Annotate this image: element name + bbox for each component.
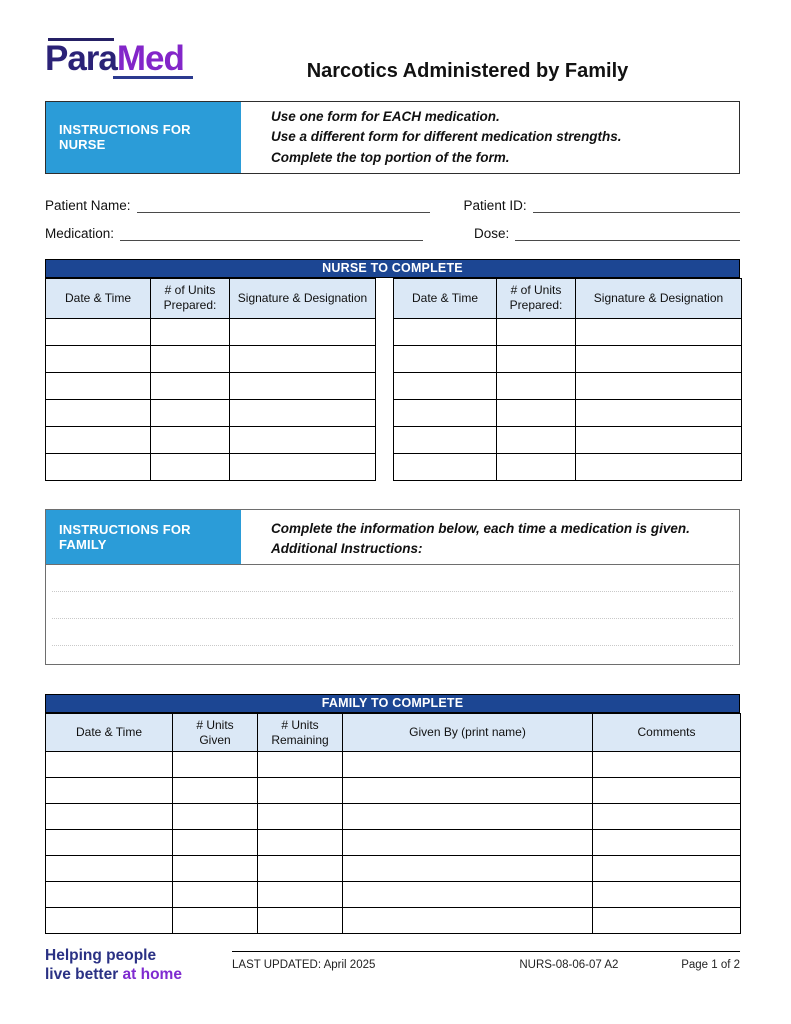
empty-cell[interactable] (46, 804, 173, 830)
empty-cell[interactable] (258, 856, 343, 882)
dose-field[interactable] (515, 222, 740, 241)
empty-cell[interactable] (46, 908, 173, 934)
empty-cell[interactable] (46, 856, 173, 882)
tagline (45, 947, 232, 985)
table-row (46, 345, 376, 372)
family-instruction-line: Complete the information below, each time a medication is given. (271, 520, 690, 536)
empty-cell[interactable] (46, 830, 173, 856)
nurse-table-left-header-row (46, 278, 376, 318)
family-table-header-row (46, 714, 741, 752)
footer (45, 947, 740, 985)
table-row (46, 804, 741, 830)
empty-cell[interactable] (46, 399, 151, 426)
page-title: Narcotics Administered by Family (306, 60, 629, 82)
empty-cell[interactable] (394, 318, 497, 345)
empty-cell[interactable] (173, 830, 258, 856)
table-row (46, 908, 741, 934)
empty-cell[interactable] (46, 752, 173, 778)
empty-cell[interactable] (230, 426, 376, 453)
patient-name-field[interactable] (137, 194, 430, 213)
empty-cell[interactable] (151, 318, 230, 345)
family-table (45, 713, 741, 934)
table-row (394, 453, 742, 480)
empty-cell[interactable] (258, 908, 343, 934)
empty-cell[interactable] (343, 908, 593, 934)
empty-cell[interactable] (593, 856, 741, 882)
col-header-date-time: Date & Time (46, 278, 151, 318)
empty-cell[interactable] (173, 882, 258, 908)
empty-cell[interactable] (576, 318, 742, 345)
tagline-live-better: live better (45, 966, 123, 984)
table-row (46, 752, 741, 778)
empty-cell[interactable] (343, 882, 593, 908)
empty-cell[interactable] (343, 778, 593, 804)
col-header-date-time: Date & Time (394, 278, 497, 318)
footer-meta (232, 947, 740, 985)
empty-cell[interactable] (394, 453, 497, 480)
table-row (46, 372, 376, 399)
patient-id-field[interactable] (533, 194, 740, 213)
empty-cell[interactable] (576, 426, 742, 453)
col-header-units-given: # Units Given (173, 714, 258, 752)
table-row (394, 372, 742, 399)
table-row (46, 856, 741, 882)
empty-cell[interactable] (394, 399, 497, 426)
empty-cell[interactable] (497, 318, 576, 345)
title-area (195, 38, 740, 83)
nurse-section-band: NURSE TO COMPLETE (45, 259, 740, 278)
empty-cell[interactable] (258, 882, 343, 908)
empty-cell[interactable] (497, 453, 576, 480)
nurse-instructions-label: INSTRUCTIONS FOR NURSE (46, 102, 241, 173)
col-header-units-prepared: # of Units Prepared: (151, 278, 230, 318)
tagline-at-home: at home (122, 966, 182, 984)
table-row (394, 318, 742, 345)
family-instruction-line: Additional Instructions: (271, 541, 423, 556)
table-row (394, 399, 742, 426)
empty-cell[interactable] (394, 372, 497, 399)
page-number: Page 1 of 2 (681, 959, 741, 972)
patient-id-label: Patient ID: (463, 197, 527, 213)
table-row (46, 399, 376, 426)
nurse-tables-gap (376, 278, 393, 481)
document-code: NURS-08-06-07 A2 (519, 959, 619, 972)
empty-cell[interactable] (497, 372, 576, 399)
empty-cell[interactable] (230, 318, 376, 345)
family-instructions-text (241, 510, 739, 565)
empty-cell[interactable] (230, 345, 376, 372)
col-header-units-prepared: # of Units Prepared: (497, 278, 576, 318)
empty-cell[interactable] (343, 830, 593, 856)
dose-label: Dose: (474, 225, 510, 241)
nurse-instructions-box (45, 101, 740, 174)
empty-cell[interactable] (258, 752, 343, 778)
empty-cell[interactable] (46, 345, 151, 372)
empty-cell[interactable] (151, 426, 230, 453)
empty-cell[interactable] (576, 399, 742, 426)
tagline-line-2 (45, 966, 232, 985)
col-header-units-remaining: # Units Remaining (258, 714, 343, 752)
empty-cell[interactable] (151, 399, 230, 426)
medication-field[interactable] (120, 222, 423, 241)
empty-cell[interactable] (258, 804, 343, 830)
empty-cell[interactable] (576, 345, 742, 372)
table-row (46, 882, 741, 908)
table-row (46, 453, 376, 480)
additional-instructions-write-line[interactable] (52, 565, 733, 592)
empty-cell[interactable] (497, 345, 576, 372)
empty-cell[interactable] (151, 345, 230, 372)
empty-cell[interactable] (173, 752, 258, 778)
empty-cell[interactable] (343, 804, 593, 830)
empty-cell[interactable] (173, 856, 258, 882)
nurse-table-right (393, 278, 742, 481)
additional-instructions-write-line[interactable] (52, 592, 733, 619)
empty-cell[interactable] (593, 908, 741, 934)
logo-text-med: Med (116, 39, 184, 78)
empty-cell[interactable] (46, 426, 151, 453)
empty-cell[interactable] (173, 908, 258, 934)
header (45, 38, 740, 83)
col-header-comments: Comments (593, 714, 741, 752)
empty-cell[interactable] (497, 399, 576, 426)
family-section-band: FAMILY TO COMPLETE (45, 694, 740, 713)
table-row (394, 345, 742, 372)
empty-cell[interactable] (230, 453, 376, 480)
empty-cell[interactable] (576, 372, 742, 399)
last-updated-text: LAST UPDATED: April 2025 (232, 959, 376, 972)
logo-wordmark (45, 41, 195, 78)
family-instructions-label: INSTRUCTIONS FOR FAMILY (46, 510, 241, 565)
empty-cell[interactable] (173, 778, 258, 804)
patient-row-1 (45, 194, 740, 213)
table-row (46, 426, 376, 453)
patient-row-2 (45, 222, 740, 241)
empty-cell[interactable] (258, 778, 343, 804)
empty-cell[interactable] (151, 453, 230, 480)
empty-cell[interactable] (46, 778, 173, 804)
footer-rule (232, 951, 740, 952)
additional-instructions-area (45, 565, 740, 665)
empty-cell[interactable] (593, 752, 741, 778)
table-row (46, 830, 741, 856)
empty-cell[interactable] (230, 372, 376, 399)
nurse-instructions-text (241, 102, 739, 173)
family-instructions-box (45, 509, 740, 566)
medication-label: Medication: (45, 225, 115, 241)
nurse-tables (45, 278, 740, 481)
footer-items (232, 959, 740, 971)
empty-cell[interactable] (497, 426, 576, 453)
col-header-signature-designation: Signature & Designation (230, 278, 376, 318)
empty-cell[interactable] (46, 882, 173, 908)
empty-cell[interactable] (593, 882, 741, 908)
nurse-instruction-line: Use one form for EACH medication. (271, 109, 500, 124)
empty-cell[interactable] (46, 372, 151, 399)
empty-cell[interactable] (593, 830, 741, 856)
empty-cell[interactable] (343, 856, 593, 882)
empty-cell[interactable] (593, 804, 741, 830)
empty-cell[interactable] (576, 453, 742, 480)
table-row (46, 318, 376, 345)
col-header-signature-designation: Signature & Designation (576, 278, 742, 318)
empty-cell[interactable] (593, 778, 741, 804)
empty-cell[interactable] (394, 345, 497, 372)
col-header-given-by: Given By (print name) (343, 714, 593, 752)
empty-cell[interactable] (151, 372, 230, 399)
empty-cell[interactable] (173, 804, 258, 830)
empty-cell[interactable] (258, 830, 343, 856)
empty-cell[interactable] (230, 399, 376, 426)
empty-cell[interactable] (46, 453, 151, 480)
additional-instructions-write-line[interactable] (52, 619, 733, 646)
patient-name-label: Patient Name: (45, 197, 131, 213)
nurse-table-right-header-row (394, 278, 742, 318)
paramed-logo (45, 38, 195, 79)
nurse-instruction-line: Use a different form for different medication strengths. (271, 129, 622, 145)
tagline-line-1: Helping people (45, 947, 157, 965)
col-header-date-time: Date & Time (46, 714, 173, 752)
nurse-instruction-line: Complete the top portion of the form. (271, 149, 510, 165)
table-row (394, 426, 742, 453)
nurse-table-left (45, 278, 376, 481)
empty-cell[interactable] (394, 426, 497, 453)
logo-text-para: Para (45, 39, 117, 78)
empty-cell[interactable] (343, 752, 593, 778)
table-row (46, 778, 741, 804)
empty-cell[interactable] (46, 318, 151, 345)
